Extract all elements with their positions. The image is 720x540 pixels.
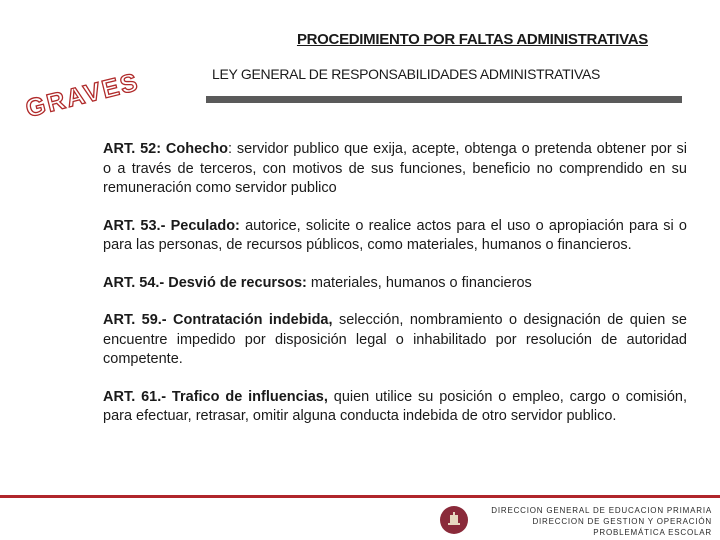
footer-institution <box>491 505 712 538</box>
article-body: : servidor publico que exija, acepte, obtenga o pretenda obtener por si o a través de terceros, con motivos de sus funciones, beneficio no comprendido en su remuneración como servidor publico <box>103 141 687 196</box>
article-body: quien utilice su posición o empleo, cargo o comisión, para efectuar, retrasar, omitir alguna conducta indebida de otro servidor publico. <box>103 388 687 424</box>
footer-line-3: PROBLEMÁTICA ESCOLAR <box>593 528 712 537</box>
article-53 <box>103 217 687 256</box>
article-heading: ART. 61.- Trafico de influencias, <box>103 388 328 405</box>
article-heading: ART. 59.- Contratación indebida, <box>103 312 333 328</box>
article-body: selección, nombramiento o designación de quien se encuentre impedido por disposición legal o inhabilitado por resolución de autoridad competente. <box>103 312 687 367</box>
article-61 <box>103 388 687 427</box>
graves-stamp: GRAVES <box>22 67 143 124</box>
article-heading: ART. 52: Cohecho <box>103 141 228 157</box>
article-54 <box>103 274 687 294</box>
article-heading: ART. 53.- Peculado: <box>103 217 240 234</box>
article-59 <box>103 311 687 370</box>
government-seal-icon <box>440 506 468 534</box>
footer-line-1: DIRECCION GENERAL DE EDUCACION PRIMARIA <box>491 506 712 515</box>
law-subtitle: LEY GENERAL DE RESPONSABILIDADES ADMINISTRATIVAS <box>212 66 601 82</box>
article-body: materiales, humanos o financieros <box>306 274 532 291</box>
articles-list <box>103 140 687 445</box>
article-52 <box>103 140 687 199</box>
subtitle-divider <box>206 96 682 103</box>
article-body: autorice, solicite o realice actos para el uso o apropiación para si o para las personas, de recursos públicos, como materiales, humanos o financieros. <box>103 217 687 253</box>
footer-line-2: DIRECCION DE GESTION Y OPERACIÓN <box>532 517 712 526</box>
article-heading: ART. 54.- Desvió de recursos: <box>103 274 307 291</box>
page-title: PROCEDIMIENTO POR FALTAS ADMINISTRATIVAS <box>296 31 648 48</box>
